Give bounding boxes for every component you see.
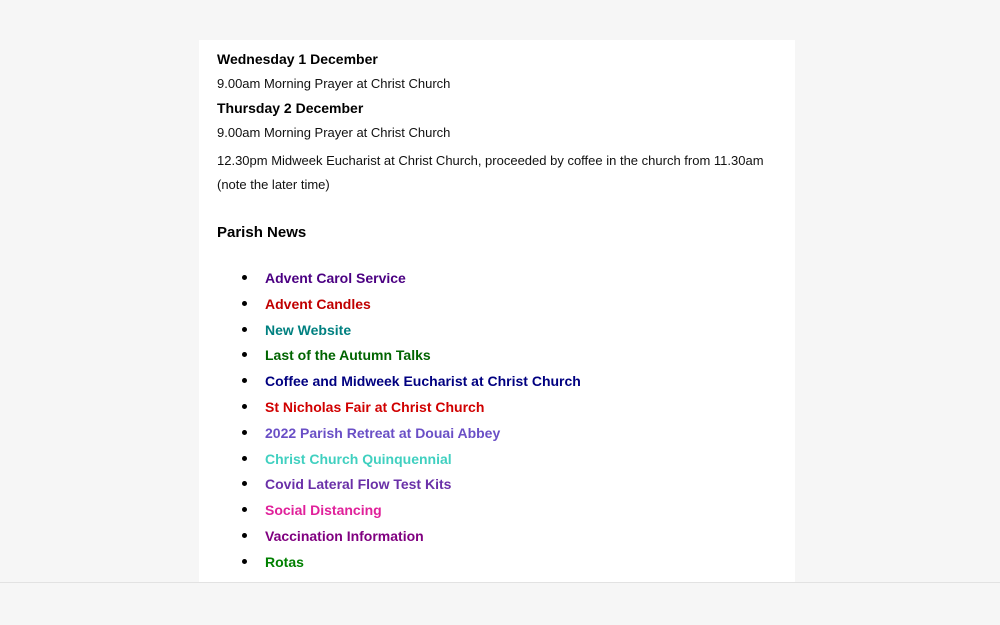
news-link[interactable]: Covid Lateral Flow Test Kits	[265, 476, 452, 493]
bullet-icon	[242, 404, 247, 409]
list-item	[217, 450, 795, 476]
list-item	[217, 424, 795, 450]
news-link[interactable]: Christ Church Quinquennial	[265, 450, 452, 467]
news-link[interactable]: St Nicholas Fair at Christ Church	[265, 398, 485, 415]
bullet-icon	[242, 301, 247, 306]
service-note: (note the later time)	[217, 177, 330, 192]
service-line: 9.00am Morning Prayer at Christ Church	[217, 76, 451, 91]
list-item	[217, 321, 795, 347]
news-link[interactable]: New Website	[265, 321, 352, 338]
bullet-icon	[242, 559, 247, 564]
list-item	[217, 372, 795, 398]
bullet-icon	[242, 533, 247, 538]
day-wednesday	[217, 51, 795, 92]
list-item	[217, 553, 795, 579]
bullet-icon	[242, 430, 247, 435]
news-link[interactable]: 2022 Parish Retreat at Douai Abbey	[265, 424, 501, 441]
news-link[interactable]: Social Distancing	[265, 502, 382, 519]
bullet-icon	[242, 327, 247, 332]
bullet-icon	[242, 352, 247, 357]
list-item	[217, 269, 795, 295]
news-link[interactable]: Rotas	[265, 553, 304, 570]
list-item	[217, 475, 795, 501]
service-line: 9.00am Morning Prayer at Christ Church	[217, 125, 451, 140]
email-body	[199, 40, 795, 582]
bullet-icon	[242, 481, 247, 486]
bullet-icon	[242, 507, 247, 512]
bottom-bar	[0, 582, 1000, 625]
bullet-icon	[242, 275, 247, 280]
service-line: 12.30pm Midweek Eucharist at Christ Church, proceeded by coffee in the church from 11.30am	[217, 153, 764, 168]
bullet-icon	[242, 456, 247, 461]
day-thursday	[217, 100, 795, 197]
news-link[interactable]: Advent Carol Service	[265, 270, 406, 286]
section-title: Parish News	[217, 224, 307, 241]
news-link[interactable]: Coffee and Midweek Eucharist at Christ Church	[265, 373, 581, 390]
bullet-icon	[242, 378, 247, 383]
day-heading: Thursday 2 December	[217, 100, 364, 116]
list-item	[217, 527, 795, 553]
list-item	[217, 501, 795, 527]
news-link[interactable]: Vaccination Information	[265, 527, 424, 544]
news-link[interactable]: Advent Candles	[265, 295, 371, 312]
day-heading: Wednesday 1 December	[217, 51, 378, 67]
parish-news-list	[217, 269, 795, 604]
list-item	[217, 295, 795, 321]
news-link[interactable]: Last of the Autumn Talks	[265, 347, 431, 364]
list-item	[217, 398, 795, 424]
list-item	[217, 346, 795, 372]
top-bar	[0, 0, 1000, 40]
